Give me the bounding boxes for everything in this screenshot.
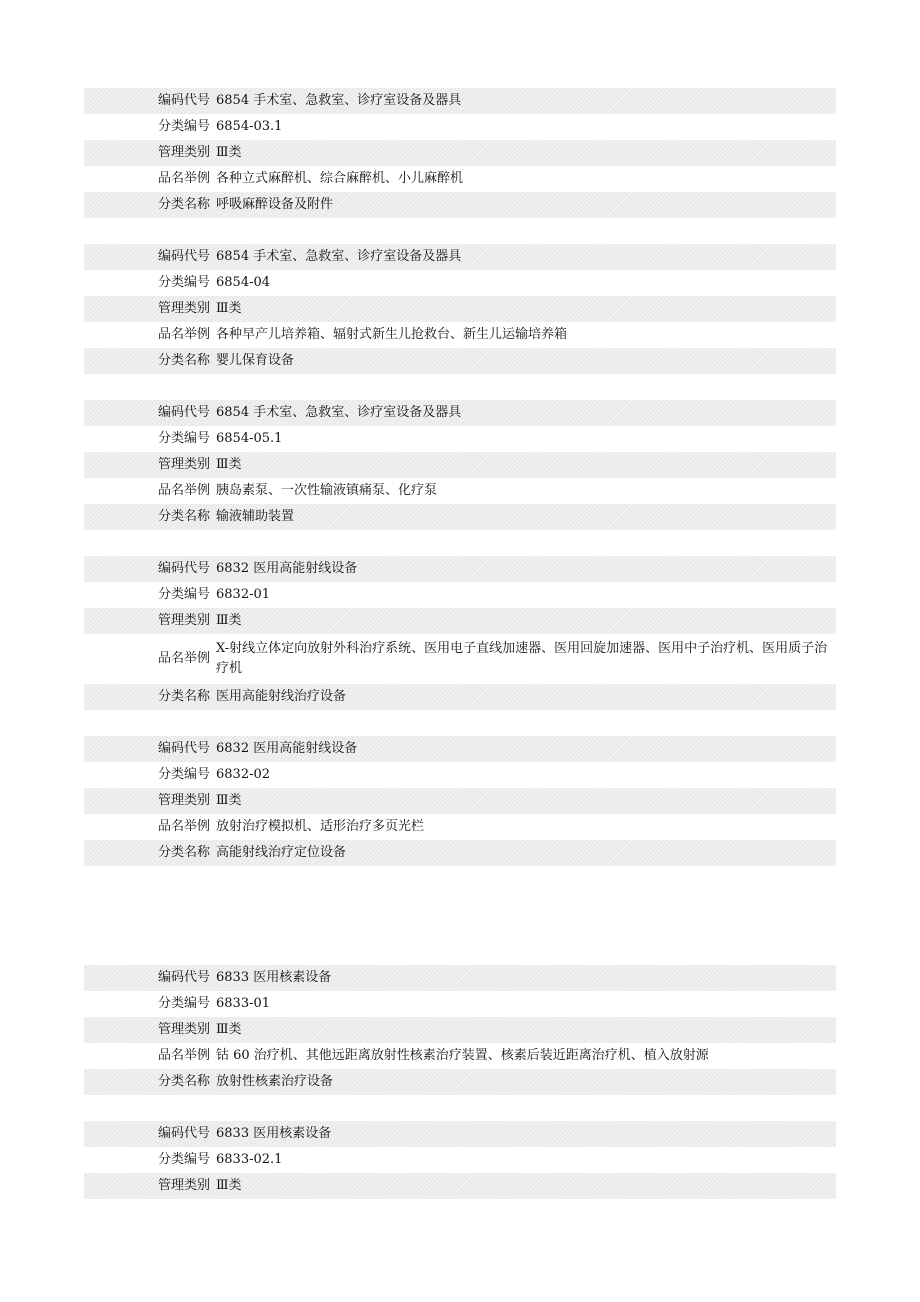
class-no-label: 分类编号 <box>158 767 211 782</box>
code-row <box>84 88 836 114</box>
code-value: 6832 医用高能射线设备 <box>216 741 358 756</box>
code-value: 6833 医用核素设备 <box>216 970 332 985</box>
examples-label: 品名举例 <box>158 483 211 498</box>
class-name-row <box>84 348 836 374</box>
record-6854-04 <box>84 244 836 374</box>
class-no-label: 分类编号 <box>158 431 211 446</box>
examples-label: 品名举例 <box>158 1048 211 1063</box>
code-value: 6854 手术室、急救室、诊疗室设备及器具 <box>216 249 462 264</box>
examples-row <box>84 166 836 192</box>
class-no-label: 分类编号 <box>158 587 211 602</box>
code-label: 编码代号 <box>158 741 211 756</box>
class-no-row <box>84 582 836 608</box>
class-name-row <box>84 684 836 710</box>
class-no-value: 6832-02 <box>216 767 271 782</box>
code-value: 6854 手术室、急救室、诊疗室设备及器具 <box>216 405 462 420</box>
code-row <box>84 736 836 762</box>
class-no-label: 分类编号 <box>158 996 211 1011</box>
code-row <box>84 556 836 582</box>
mgmt-value: Ⅲ类 <box>216 1178 242 1193</box>
examples-row <box>84 814 836 840</box>
class-no-value: 6832-01 <box>216 587 271 602</box>
class-no-label: 分类编号 <box>158 1152 211 1167</box>
examples-row <box>84 1043 836 1069</box>
examples-label: 品名举例 <box>158 327 211 342</box>
class-no-row <box>84 762 836 788</box>
class-name-value: 放射性核素治疗设备 <box>216 1074 334 1089</box>
examples-row <box>84 634 836 684</box>
class-name-label: 分类名称 <box>158 689 211 704</box>
mgmt-row <box>84 140 836 166</box>
code-value: 6832 医用高能射线设备 <box>216 561 358 576</box>
class-no-row <box>84 1147 836 1173</box>
class-no-row <box>84 270 836 296</box>
class-name-value: 高能射线治疗定位设备 <box>216 845 347 860</box>
class-no-label: 分类编号 <box>158 275 211 290</box>
code-label: 编码代号 <box>158 1126 211 1141</box>
mgmt-label: 管理类别 <box>158 457 211 472</box>
mgmt-value: Ⅲ类 <box>216 457 242 472</box>
class-name-label: 分类名称 <box>158 509 211 524</box>
class-no-value: 6833-02.1 <box>216 1152 283 1167</box>
code-row <box>84 1121 836 1147</box>
examples-value: 放射治疗模拟机、适形治疗多页光栏 <box>216 819 425 834</box>
record-6832-01 <box>84 556 836 710</box>
class-name-row <box>84 840 836 866</box>
code-row <box>84 400 836 426</box>
mgmt-label: 管理类别 <box>158 145 211 160</box>
record-6833-02-1 <box>84 1121 836 1199</box>
class-name-row <box>84 192 836 218</box>
examples-value: 各种早产儿培养箱、辐射式新生儿抢救台、新生儿运输培养箱 <box>216 327 568 342</box>
examples-label: 品名举例 <box>158 651 211 666</box>
mgmt-row <box>84 296 836 322</box>
code-label: 编码代号 <box>158 93 211 108</box>
record-6833-01 <box>84 965 836 1095</box>
mgmt-label: 管理类别 <box>158 1022 211 1037</box>
record-6854-03-1 <box>84 88 836 218</box>
examples-value: 钴 60 治疗机、其他远距离放射性核素治疗装置、核素后装近距离治疗机、植入放射源 <box>216 1048 709 1063</box>
code-label: 编码代号 <box>158 970 211 985</box>
mgmt-value: Ⅲ类 <box>216 145 242 160</box>
code-row <box>84 244 836 270</box>
class-no-value: 6854-05.1 <box>216 431 283 446</box>
class-no-row <box>84 991 836 1017</box>
code-row <box>84 965 836 991</box>
examples-value: 胰岛素泵、一次性输液镇痛泵、化疗泵 <box>216 483 438 498</box>
examples-value: X-射线立体定向放射外科治疗系统、医用电子直线加速器、医用回旋加速器、医用中子治疗机、医用质子治疗机 <box>216 641 828 676</box>
examples-row <box>84 322 836 348</box>
class-no-label: 分类编号 <box>158 119 211 134</box>
class-no-value: 6854-04 <box>216 275 271 290</box>
mgmt-label: 管理类别 <box>158 1178 211 1193</box>
mgmt-value: Ⅲ类 <box>216 613 242 628</box>
mgmt-row <box>84 788 836 814</box>
class-no-value: 6854-03.1 <box>216 119 283 134</box>
class-name-value: 输液辅助装置 <box>216 509 295 524</box>
mgmt-value: Ⅲ类 <box>216 793 242 808</box>
examples-label: 品名举例 <box>158 819 211 834</box>
class-name-label: 分类名称 <box>158 845 211 860</box>
code-label: 编码代号 <box>158 249 211 264</box>
class-name-row <box>84 504 836 530</box>
examples-label: 品名举例 <box>158 171 211 186</box>
code-label: 编码代号 <box>158 405 211 420</box>
mgmt-label: 管理类别 <box>158 301 211 316</box>
mgmt-value: Ⅲ类 <box>216 301 242 316</box>
class-name-value: 医用高能射线治疗设备 <box>216 689 347 704</box>
examples-value: 各种立式麻醉机、综合麻醉机、小儿麻醉机 <box>216 171 464 186</box>
class-name-value: 婴儿保育设备 <box>216 353 295 368</box>
mgmt-row <box>84 608 836 634</box>
mgmt-value: Ⅲ类 <box>216 1022 242 1037</box>
class-no-row <box>84 426 836 452</box>
code-value: 6854 手术室、急救室、诊疗室设备及器具 <box>216 93 462 108</box>
code-label: 编码代号 <box>158 561 211 576</box>
class-no-value: 6833-01 <box>216 996 271 1011</box>
record-6854-05-1 <box>84 400 836 530</box>
class-name-value: 呼吸麻醉设备及附件 <box>216 197 334 212</box>
mgmt-row <box>84 1017 836 1043</box>
examples-row <box>84 478 836 504</box>
mgmt-row <box>84 452 836 478</box>
class-name-label: 分类名称 <box>158 1074 211 1089</box>
record-6832-02 <box>84 736 836 866</box>
code-value: 6833 医用核素设备 <box>216 1126 332 1141</box>
class-name-label: 分类名称 <box>158 197 211 212</box>
mgmt-row <box>84 1173 836 1199</box>
class-no-row <box>84 114 836 140</box>
class-name-label: 分类名称 <box>158 353 211 368</box>
mgmt-label: 管理类别 <box>158 613 211 628</box>
mgmt-label: 管理类别 <box>158 793 211 808</box>
class-name-row <box>84 1069 836 1095</box>
